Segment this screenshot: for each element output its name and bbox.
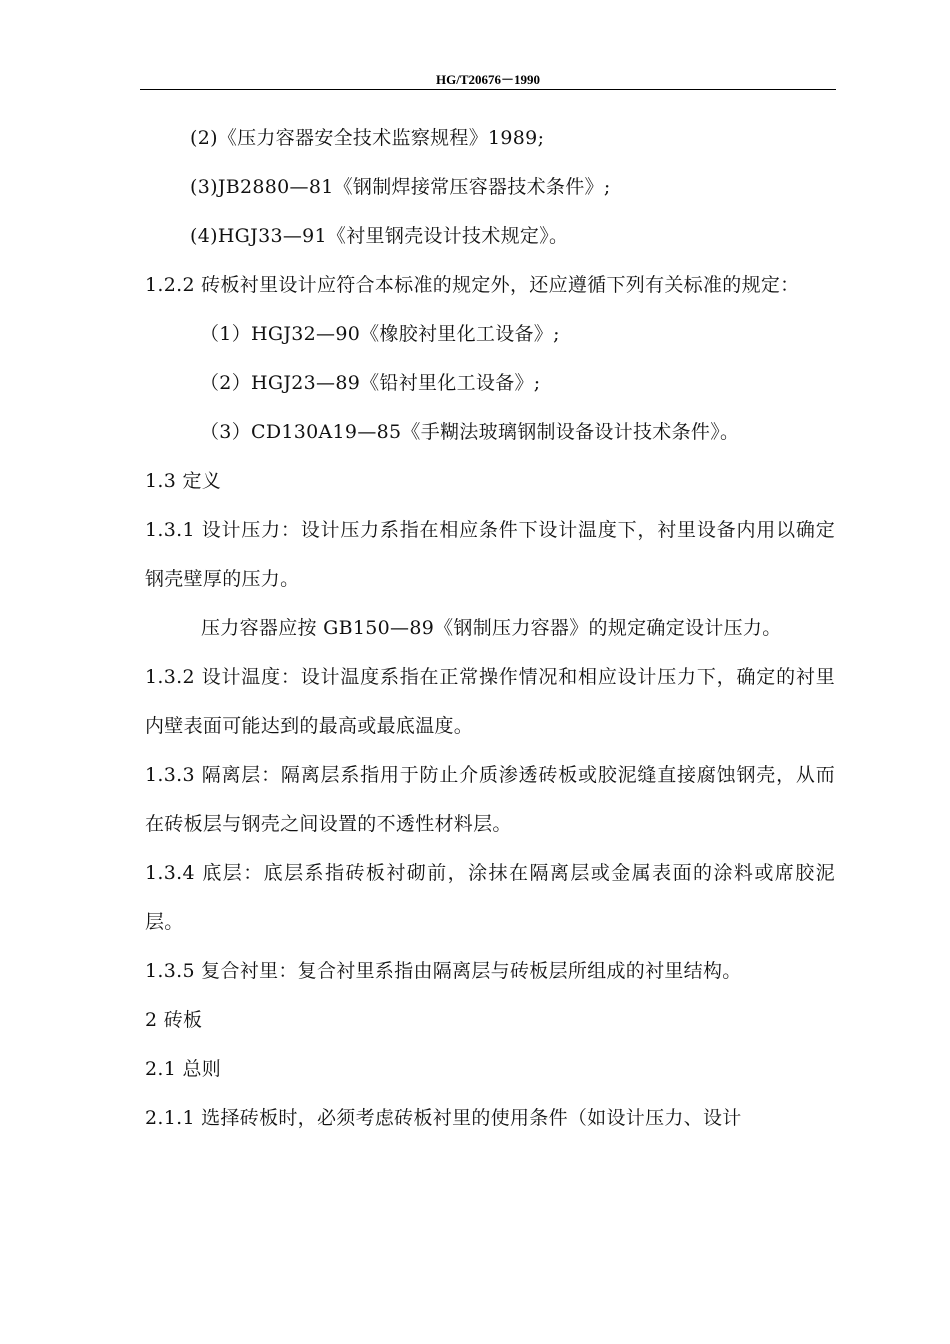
paragraph-1-3-4: 1.3.4 底层：底层系指砖板衬砌前，涂抹在隔离层或金属表面的涂料或席胶泥层。: [145, 862, 835, 933]
paragraph-std-1: （1）HGJ32—90《橡胶衬里化工设备》;: [200, 323, 560, 345]
paragraph-std-2: （2）HGJ23—89《铅衬里化工设备》;: [200, 372, 541, 394]
paragraph-1-3-1: 1.3.1 设计压力：设计压力系指在相应条件下设计温度下，衬里设备内用以确定钢壳壁厚的压力。: [145, 519, 835, 590]
paragraph-ref-2: (2)《压力容器安全技术监察规程》1989;: [190, 127, 545, 149]
paragraph-ref-4: (4)HGJ33—91《衬里钢壳设计技术规定》。: [190, 225, 569, 247]
header-rule: [140, 89, 836, 90]
paragraph-2-1-1: 2.1.1 选择砖板时，必须考虑砖板衬里的使用条件（如设计压力、设计: [145, 1107, 742, 1129]
page-header-code: HG/T20676－1990: [435, 72, 540, 87]
paragraph-pressure-vessel: 压力容器应按 GB150—89《钢制压力容器》的规定确定设计压力。: [201, 617, 782, 639]
section-heading-2-1: 2.1 总则: [145, 1058, 222, 1080]
paragraph-1-3-5: 1.3.5 复合衬里：复合衬里系指由隔离层与砖板层所组成的衬里结构。: [145, 960, 742, 982]
paragraph-1-3-2: 1.3.2 设计温度：设计温度系指在正常操作情况和相应设计压力下，确定的衬里内壁表面可能达到的最高或最底温度。: [145, 666, 835, 737]
section-heading-2: 2 砖板: [145, 1009, 203, 1031]
paragraph-std-3: （3）CD130A19—85《手糊法玻璃钢制设备设计技术条件》。: [200, 421, 740, 443]
document-body: [145, 114, 835, 1143]
paragraph-1-2-2: 1.2.2 砖板衬里设计应符合本标准的规定外，还应遵循下列有关标准的规定：: [145, 274, 800, 296]
section-heading-1-3: 1.3 定义: [145, 470, 222, 492]
paragraph-ref-3: (3)JB2880—81《钢制焊接常压容器技术条件》;: [190, 176, 611, 198]
paragraph-1-3-3: 1.3.3 隔离层：隔离层系指用于防止介质渗透砖板或胶泥缝直接腐蚀钢壳，从而在砖板层与钢壳之间设置的不透性材料层。: [145, 764, 835, 835]
